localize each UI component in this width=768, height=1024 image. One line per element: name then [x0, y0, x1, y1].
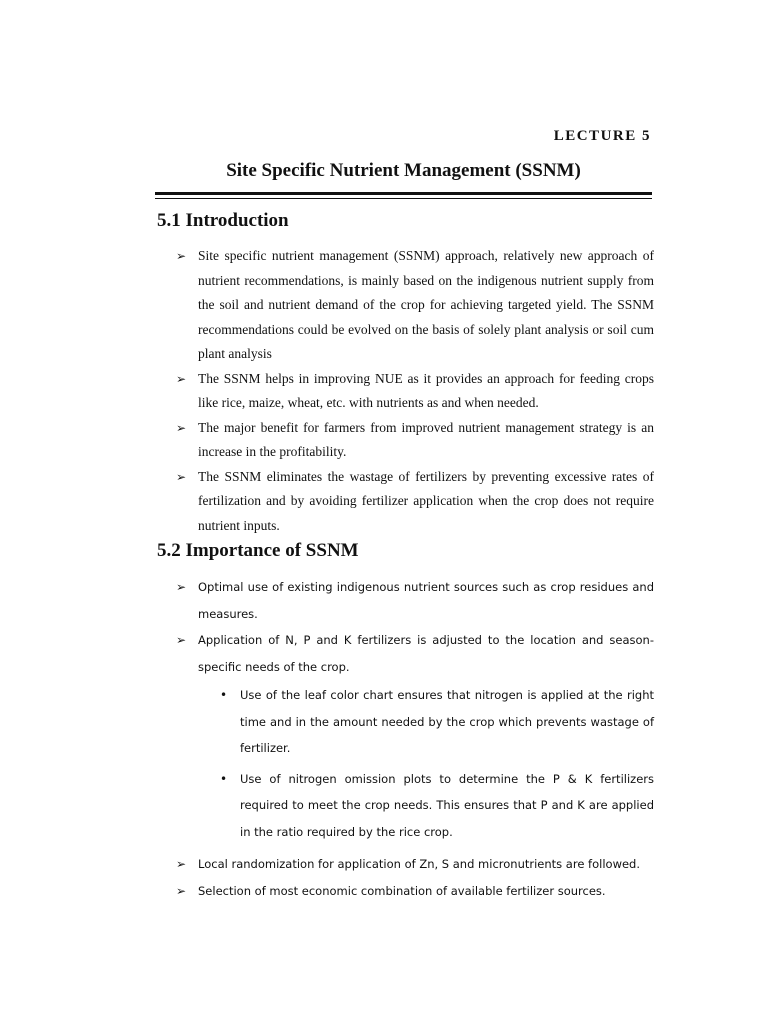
sub-list-item [198, 766, 654, 846]
arrow-bullet-icon: ➢ [176, 633, 187, 647]
arrow-bullet-icon: ➢ [176, 857, 187, 871]
sub-list-item-text: Use of nitrogen omission plots to determine the P & K fertilizers required to meet the crop needs. This ensures that P and K are applied in the ratio required by the rice crop. [240, 771, 654, 839]
list-item-text: The SSNM eliminates the wastage of fertilizers by preventing excessive rates of fertilization and by avoiding fertilizer application when the crop does not require nutrient inputs. [198, 468, 654, 533]
list-item [176, 416, 654, 465]
arrow-bullet-icon: ➢ [176, 580, 187, 594]
arrow-bullet-icon: ➢ [176, 420, 187, 435]
lecture-number: LECTURE 5 [553, 128, 651, 144]
sub-list [198, 682, 654, 845]
list-item [176, 878, 654, 905]
page-title: Site Specific Nutrient Management (SSNM) [226, 160, 581, 181]
arrow-bullet-icon: ➢ [176, 371, 187, 386]
list-item [176, 574, 654, 627]
importance-list [176, 574, 654, 904]
list-item-text: The major benefit for farmers from improved nutrient management strategy is an increase in the profitability. [198, 419, 654, 459]
list-item [176, 627, 654, 845]
sub-list-item-text: Use of the leaf color chart ensures that nitrogen is applied at the right time and in the amount needed by the crop which prevents wastage of fertilizer. [240, 688, 654, 755]
list-item [176, 244, 654, 367]
list-item [176, 465, 654, 539]
section-heading-importance: 5.2 Importance of SSNM [157, 540, 359, 561]
arrow-bullet-icon: ➢ [176, 469, 187, 484]
list-item-text: Optimal use of existing indigenous nutrient sources such as crop residues and measures. [198, 580, 654, 621]
title-rule-thin [155, 198, 652, 199]
list-item-text: Selection of most economic combination of available fertilizer sources. [198, 883, 606, 898]
dot-bullet-icon: • [220, 688, 228, 702]
list-item-text: Application of N, P and K fertilizers is adjusted to the location and season-specific needs of the crop. [198, 633, 654, 674]
list-item-text: Site specific nutrient management (SSNM) approach, relatively new approach of nutrient recommendations, is mainly based on the indigenous nutrient supply from the soil and nutrient demand of the crop for achieving targeted yield. The SSNM recommendations could be evolved on the basis of solely plant analysis or soil cum plant analysis [198, 248, 654, 361]
dot-bullet-icon: • [220, 771, 228, 786]
title-rule-thick [155, 192, 652, 195]
arrow-bullet-icon: ➢ [176, 883, 187, 898]
arrow-bullet-icon: ➢ [176, 249, 187, 263]
section-heading-introduction: 5.1 Introduction [157, 210, 289, 231]
list-item [176, 851, 654, 878]
sub-list-item [198, 682, 654, 762]
list-item-text: The SSNM helps in improving NUE as it provides an approach for feeding crops like rice, maize, wheat, etc. with nutrients as and when needed. [198, 370, 654, 410]
list-item-text: Local randomization for application of Zn, S and micronutrients are followed. [198, 857, 641, 871]
introduction-list [176, 244, 654, 538]
list-item [176, 367, 654, 416]
